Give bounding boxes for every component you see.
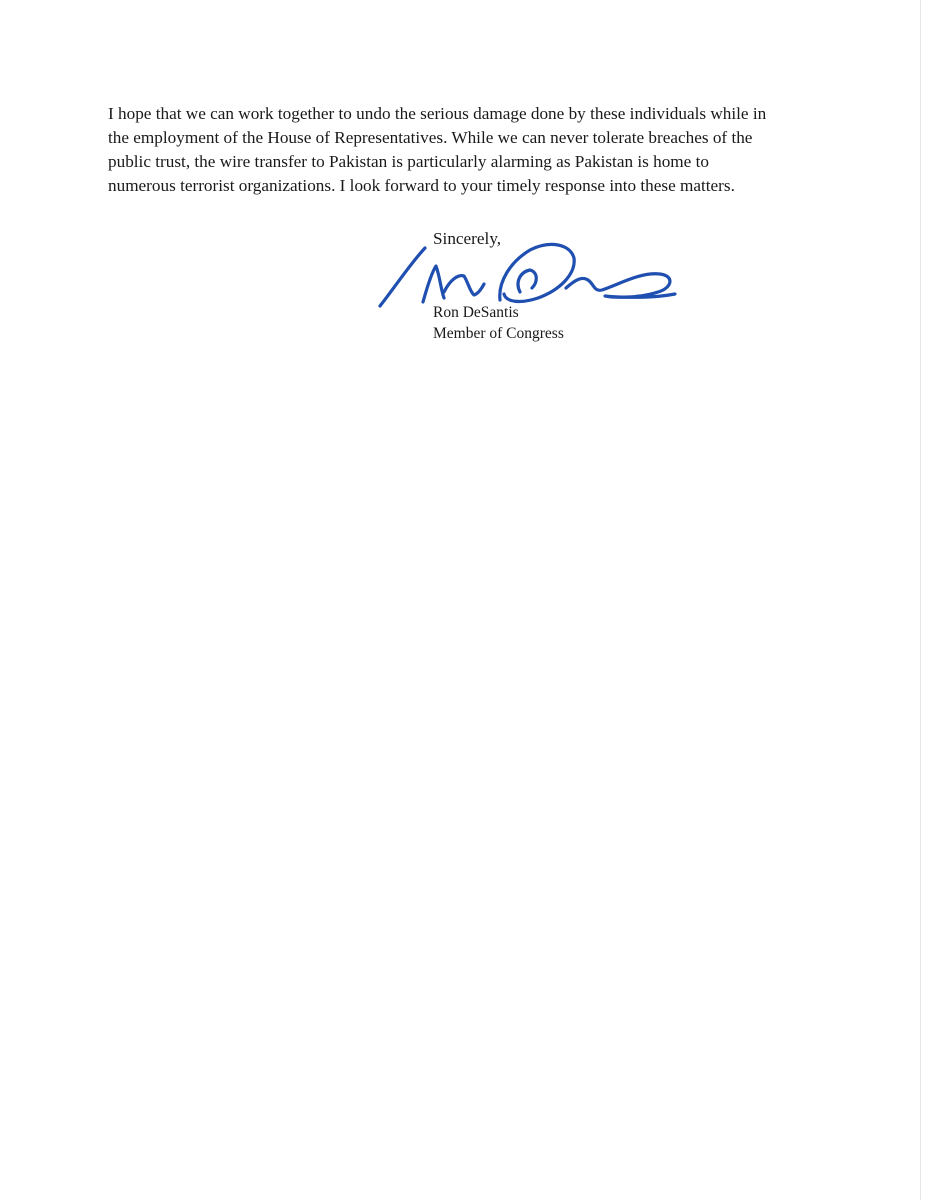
closing-salutation: Sincerely,: [433, 229, 502, 248]
signature-stroke: [500, 244, 574, 301]
body-line: numerous terrorist organizations. I look forward to your timely response into these matters.: [108, 176, 735, 195]
signature-stroke: [444, 276, 484, 295]
signature-stroke: [518, 270, 536, 292]
signer-title: Member of Congress: [433, 325, 564, 342]
signer-name: Ron DeSantis: [433, 304, 519, 321]
letter-body: [108, 102, 808, 198]
body-line: public trust, the wire transfer to Pakistan is particularly alarming as Pakistan is home to: [108, 152, 709, 171]
signature-stroke: [380, 248, 425, 306]
body-line: I hope that we can work together to undo the serious damage done by these individuals while in: [108, 104, 767, 123]
scan-edge-line: [920, 0, 921, 1200]
handwritten-signature: [370, 232, 680, 322]
signature-stroke: [423, 266, 444, 302]
body-line: the employment of the House of Representatives. While we can never tolerate breaches of the: [108, 128, 753, 147]
signature-stroke: [566, 274, 675, 298]
